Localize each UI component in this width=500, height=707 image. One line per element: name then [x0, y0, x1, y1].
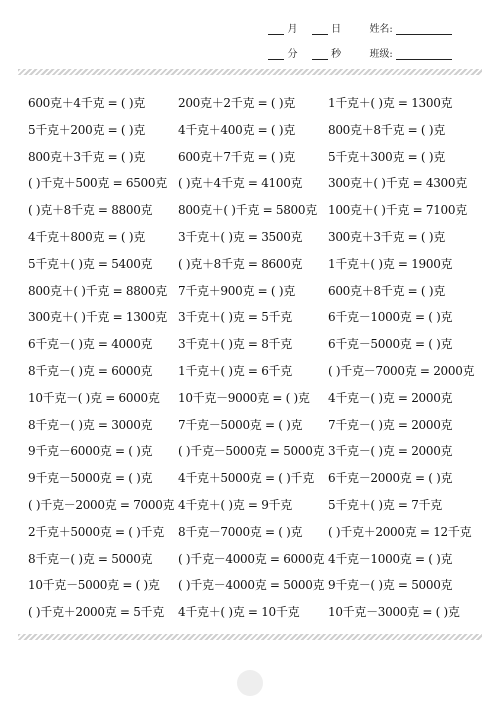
problem-item: 300克＋3千克 = ( )克	[328, 229, 445, 244]
problem-item: 6千克－2000克 = ( )克	[328, 471, 453, 486]
problem-item: ( )千克＋2000克 = 5千克	[28, 605, 164, 620]
problem-item: 5千克＋300克 = ( )克	[328, 149, 445, 164]
problem-item: 7千克－( )克 = 2000克	[328, 417, 453, 432]
problem-item: 4千克＋( )克 = 10千克	[178, 605, 300, 620]
problem-item: 6千克－5000克 = ( )克	[328, 337, 453, 352]
problem-item: 4千克－( )克 = 2000克	[328, 390, 453, 405]
problem-item: 5千克＋( )克 = 7千克	[328, 497, 442, 512]
problem-item: 9千克－5000克 = ( )克	[28, 471, 153, 486]
problem-item: 4千克＋400克 = ( )克	[178, 122, 295, 137]
problem-item: 100克＋( )千克 = 7100克	[328, 203, 467, 218]
problem-item: 1千克＋( )克 = 1300克	[328, 96, 453, 110]
time-class-row	[268, 45, 452, 60]
class-label: 班级:	[369, 49, 393, 60]
problem-item: ( )克＋8千克 = 8800克	[28, 203, 153, 218]
problem-item: 6千克－1000克 = ( )克	[328, 310, 453, 325]
name-label: 姓名:	[369, 24, 393, 35]
second-label: 秒	[331, 49, 342, 60]
day-blank[interactable]	[312, 33, 328, 35]
problem-item: ( )千克－7000克 = 2000克	[328, 363, 475, 378]
problem-item: 4千克＋( )克 = 9千克	[178, 497, 292, 512]
problem-item: 3千克＋( )克 = 5千克	[178, 310, 292, 325]
problem-item: 9千克－( )克 = 5000克	[328, 578, 453, 593]
problem-item: 10千克－9000克 = ( )克	[178, 390, 310, 405]
problem-item: 5千克＋200克 = ( )克	[28, 122, 145, 137]
problem-item: 10千克－3000克 = ( )克	[328, 605, 460, 620]
problem-item: 8千克－( )克 = 3000克	[28, 417, 153, 432]
top-divider	[18, 69, 482, 75]
problem-item: ( )千克－2000克 = 7000克	[28, 497, 175, 512]
problem-item: 800克＋( )千克 = 5800克	[178, 203, 317, 218]
minute-blank[interactable]	[268, 58, 284, 60]
problem-item: 7千克－5000克 = ( )克	[178, 417, 303, 432]
class-blank[interactable]	[396, 58, 452, 60]
problem-item: 200克＋2千克 = ( )克	[178, 96, 295, 110]
month-blank[interactable]	[268, 33, 284, 35]
month-label: 月	[287, 24, 298, 35]
problem-item: 800克＋8千克 = ( )克	[328, 122, 445, 137]
problem-item: ( )克＋4千克 = 4100克	[178, 176, 303, 191]
problem-item: 800克＋( )千克 = 8800克	[28, 283, 167, 298]
problem-item: 600克＋8千克 = ( )克	[328, 283, 445, 298]
problem-item: 7千克＋900克 = ( )克	[178, 283, 295, 298]
problem-item: ( )千克－5000克 = 5000克	[178, 444, 325, 459]
problem-item: ( )千克＋2000克 = 12千克	[328, 524, 472, 539]
problem-item: 3千克－( )克 = 2000克	[328, 444, 453, 459]
problem-item: 3千克＋( )克 = 3500克	[178, 229, 303, 244]
problem-item: 4千克＋800克 = ( )克	[28, 229, 145, 244]
problem-item: ( )千克＋500克 = 6500克	[28, 176, 167, 191]
problem-item: 10千克－5000克 = ( )克	[28, 578, 160, 593]
second-blank[interactable]	[312, 58, 328, 60]
problem-item: 4千克＋5000克 = ( )千克	[178, 471, 314, 486]
day-label: 日	[331, 24, 342, 35]
problem-item: 8千克－( )克 = 5000克	[28, 551, 153, 566]
problem-item: 3千克＋( )克 = 8千克	[178, 337, 292, 352]
problem-item: 2千克＋5000克 = ( )千克	[28, 524, 164, 539]
problem-item: 8千克－7000克 = ( )克	[178, 524, 303, 539]
problem-item: 6千克－( )克 = 4000克	[28, 337, 153, 352]
minute-label: 分	[287, 49, 298, 60]
bottom-divider	[18, 634, 482, 640]
problem-grid	[28, 94, 478, 630]
problem-item: 4千克－1000克 = ( )克	[328, 551, 453, 566]
page-indicator	[237, 670, 263, 696]
problem-item: 1千克＋( )克 = 1900克	[328, 256, 453, 271]
problem-item: ( )千克－4000克 = 6000克	[178, 551, 325, 566]
problem-item: 8千克－( )克 = 6000克	[28, 363, 153, 378]
problem-item: 10千克－( )克 = 6000克	[28, 390, 160, 405]
worksheet-header	[0, 0, 500, 70]
problem-item: 300克＋( )千克 = 4300克	[328, 176, 467, 191]
problem-item: 1千克＋( )克 = 6千克	[178, 363, 292, 378]
problem-item: ( )克＋8千克 = 8600克	[178, 256, 303, 271]
problem-item: 800克＋3千克 = ( )克	[28, 149, 145, 164]
problem-item: 300克＋( )千克 = 1300克	[28, 310, 167, 325]
problem-item: 600克＋4千克 = ( )克	[28, 96, 145, 110]
problem-item: 5千克＋( )克 = 5400克	[28, 256, 153, 271]
problem-item: 600克＋7千克 = ( )克	[178, 149, 295, 164]
date-name-row	[268, 20, 452, 35]
problem-item: 9千克－6000克 = ( )克	[28, 444, 153, 459]
problem-item: ( )千克－4000克 = 5000克	[178, 578, 325, 593]
name-blank[interactable]	[396, 33, 452, 35]
